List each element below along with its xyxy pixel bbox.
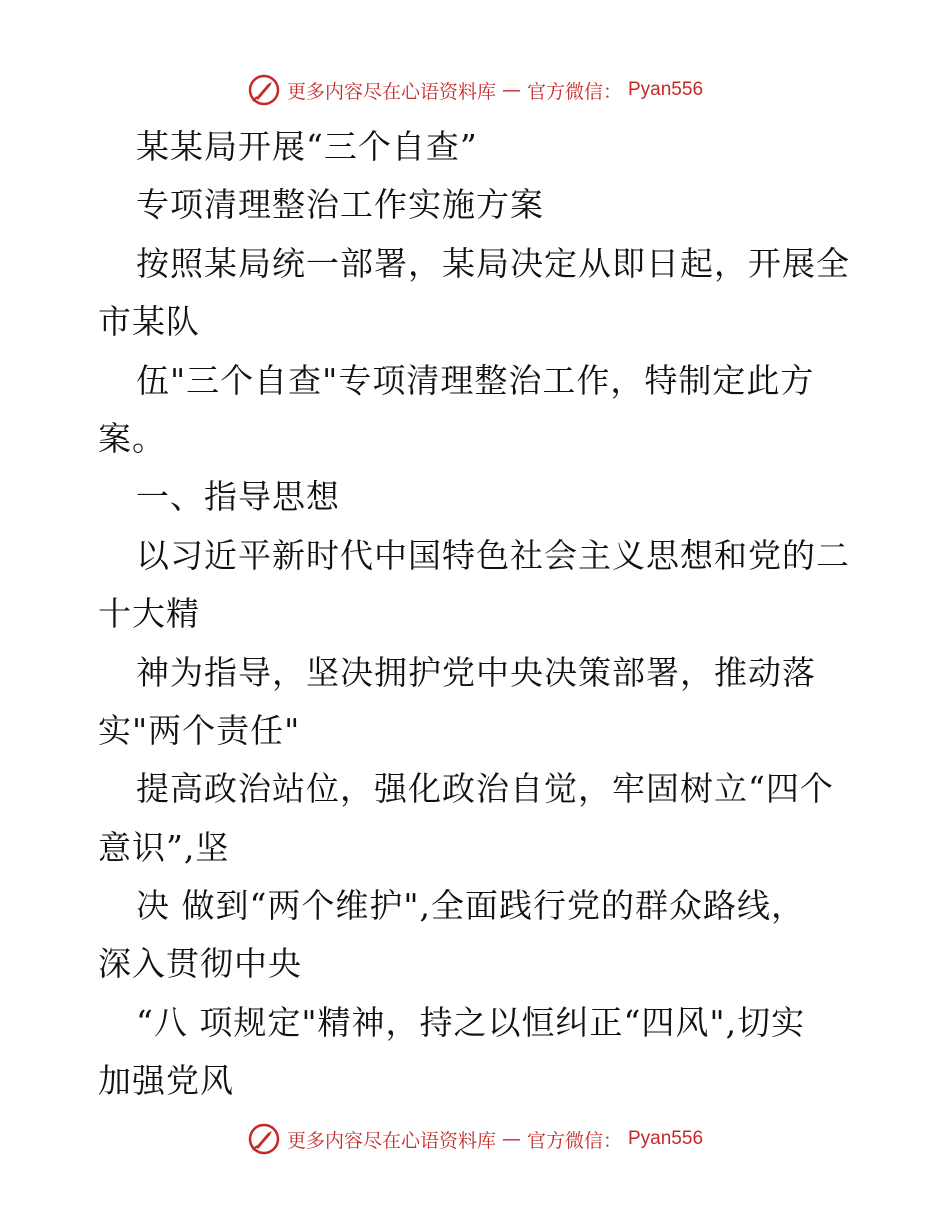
banner-wechat-label: 官方微信： [526, 80, 622, 103]
paragraph-line: 决 做到“两个维护",全面践行党的群众路线， [136, 886, 806, 926]
banner-wechat-id: Pyan556 [628, 1128, 704, 1149]
banner-separator: — [501, 1128, 521, 1150]
paragraph-line: 伍"三个自查"专项清理整治工作，特制定此方 [136, 360, 815, 400]
footer-banner [0, 1119, 950, 1159]
paragraph-line: 深入贯彻中央 [98, 944, 302, 984]
quill-pen-logo-icon [247, 73, 281, 107]
section-heading: 一、指导思想 [136, 477, 340, 517]
banner-site-text: 更多内容尽在心语资料库 [286, 1129, 496, 1152]
banner-wechat-id: Pyan556 [628, 79, 704, 100]
paragraph-line: 实"两个责任" [98, 710, 301, 750]
paragraph-line: 市某队 [98, 302, 200, 342]
paragraph-line: “八 项规定"精神，持之以恒纠正“四风",切实 [136, 1002, 806, 1042]
banner-separator: — [501, 79, 521, 101]
quill-pen-logo-icon [247, 1122, 281, 1156]
paragraph-line: 按照某局统一部署，某局决定从即日起，开展全 [136, 243, 850, 283]
banner-wechat-label: 官方微信： [526, 1129, 622, 1152]
paragraph-line: 提高政治站位，强化政治自觉，牢固树立“四个 [136, 769, 834, 809]
doc-title-line-2: 专项清理整治工作实施方案 [136, 185, 544, 225]
paragraph-line: 意识”,坚 [98, 827, 230, 867]
header-banner [0, 70, 950, 110]
paragraph-line: 以习近平新时代中国特色社会主义思想和党的二 [136, 535, 850, 575]
document-body [98, 118, 858, 1111]
paragraph-line: 神为指导，坚决拥护党中央决策部署，推动落 [136, 652, 816, 692]
doc-title-line-1: 某某局开展“三个自查” [136, 127, 478, 166]
banner-site-text: 更多内容尽在心语资料库 [286, 80, 496, 103]
paragraph-line: 案。 [98, 418, 166, 458]
paragraph-line: 十大精 [98, 594, 200, 634]
paragraph-line: 加强党风 [98, 1061, 234, 1101]
